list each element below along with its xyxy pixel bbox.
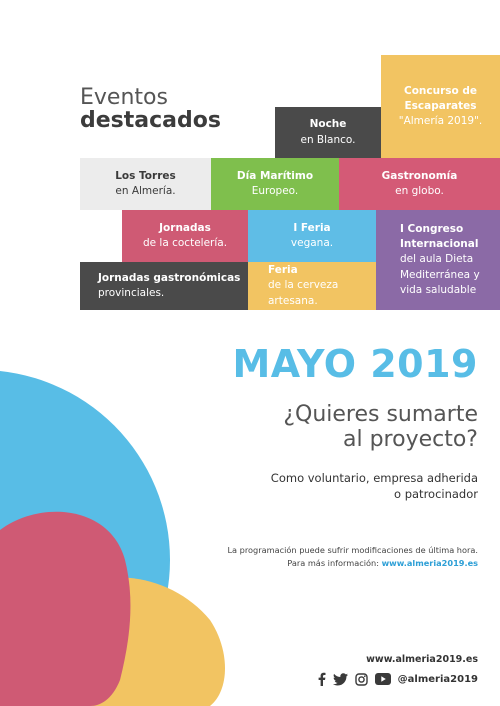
event-tile-desc: Europeo.	[251, 185, 299, 197]
event-tile-desc: "Almería 2019".	[398, 115, 483, 128]
question-line1: ¿Quieres sumarte	[283, 402, 478, 427]
social-bar	[317, 672, 478, 686]
info-prefix: Para más información:	[287, 557, 379, 568]
event-tile-desc: provinciales.	[98, 287, 165, 299]
info-line2	[227, 557, 478, 570]
youtube-icon[interactable]	[375, 673, 391, 685]
event-tile-title: Jornadas gastronómicas	[98, 271, 241, 284]
event-tile-desc: del aula Dieta Mediterránea y vida saludable	[400, 253, 480, 296]
event-tile-gastronomia-globo	[339, 158, 500, 210]
footer-handle[interactable]: @almeria2019	[397, 673, 478, 685]
event-tile-desc: de la cerveza artesana.	[268, 279, 339, 307]
event-tile-congreso-internacional	[376, 210, 500, 310]
event-tile-title: Día Marítimo	[236, 169, 314, 182]
event-tile-jornadas-cocteleria	[122, 210, 248, 262]
instagram-icon[interactable]	[355, 673, 368, 686]
event-tile-feria-cerveza	[248, 262, 376, 310]
info-text	[227, 544, 478, 569]
heading-line2: destacados	[80, 108, 221, 134]
event-tile-line1	[268, 263, 298, 278]
event-tile-los-torres	[80, 158, 211, 210]
facebook-icon[interactable]	[317, 672, 326, 686]
volunteer-line2: o patrocinador	[394, 487, 478, 502]
event-tile-desc: vegana.	[290, 237, 334, 249]
pink-heart-shape	[0, 512, 130, 706]
event-tile-concurso-escaparates	[381, 55, 500, 158]
event-tile-noche-en-blanco	[275, 107, 381, 158]
info-line1: La programación puede sufrir modificaciones de última hora.	[227, 545, 478, 555]
section-heading	[80, 86, 221, 132]
event-tile-title: Jornadas	[159, 221, 211, 234]
event-tile-desc: en globo.	[395, 185, 444, 197]
footer-website-link[interactable]: www.almeria2019.es	[366, 654, 478, 665]
event-tile-jornadas-gastronomicas	[80, 262, 248, 310]
event-tile-title: I Congreso Internacional	[400, 222, 479, 251]
volunteer-line1: Como voluntario, empresa adherida	[270, 471, 478, 485]
event-tile-title: Concurso de Escaparates	[403, 84, 478, 112]
event-tile-feria-vegana	[248, 210, 376, 262]
twitter-icon[interactable]	[333, 673, 348, 686]
info-website-link[interactable]: www.almeria2019.es	[381, 557, 478, 568]
event-tile-desc: de la coctelería.	[142, 237, 228, 249]
question-line2: al proyecto?	[343, 427, 478, 453]
volunteer-text	[271, 470, 478, 502]
event-tile-title: Feria	[268, 264, 298, 277]
event-tile-title: Noche	[309, 118, 347, 131]
event-tile-desc: en Almería.	[115, 185, 176, 197]
event-tile-title: Los Torres	[115, 169, 176, 182]
event-tile-title: I Feria	[293, 221, 331, 234]
heading-line1: Eventos	[80, 85, 168, 110]
event-tile-desc: en Blanco.	[300, 133, 356, 146]
event-tile-dia-maritimo	[211, 158, 339, 210]
question-text	[283, 402, 478, 453]
month-title: MAYO 2019	[232, 342, 478, 386]
event-tile-title: Gastronomía	[381, 169, 458, 182]
